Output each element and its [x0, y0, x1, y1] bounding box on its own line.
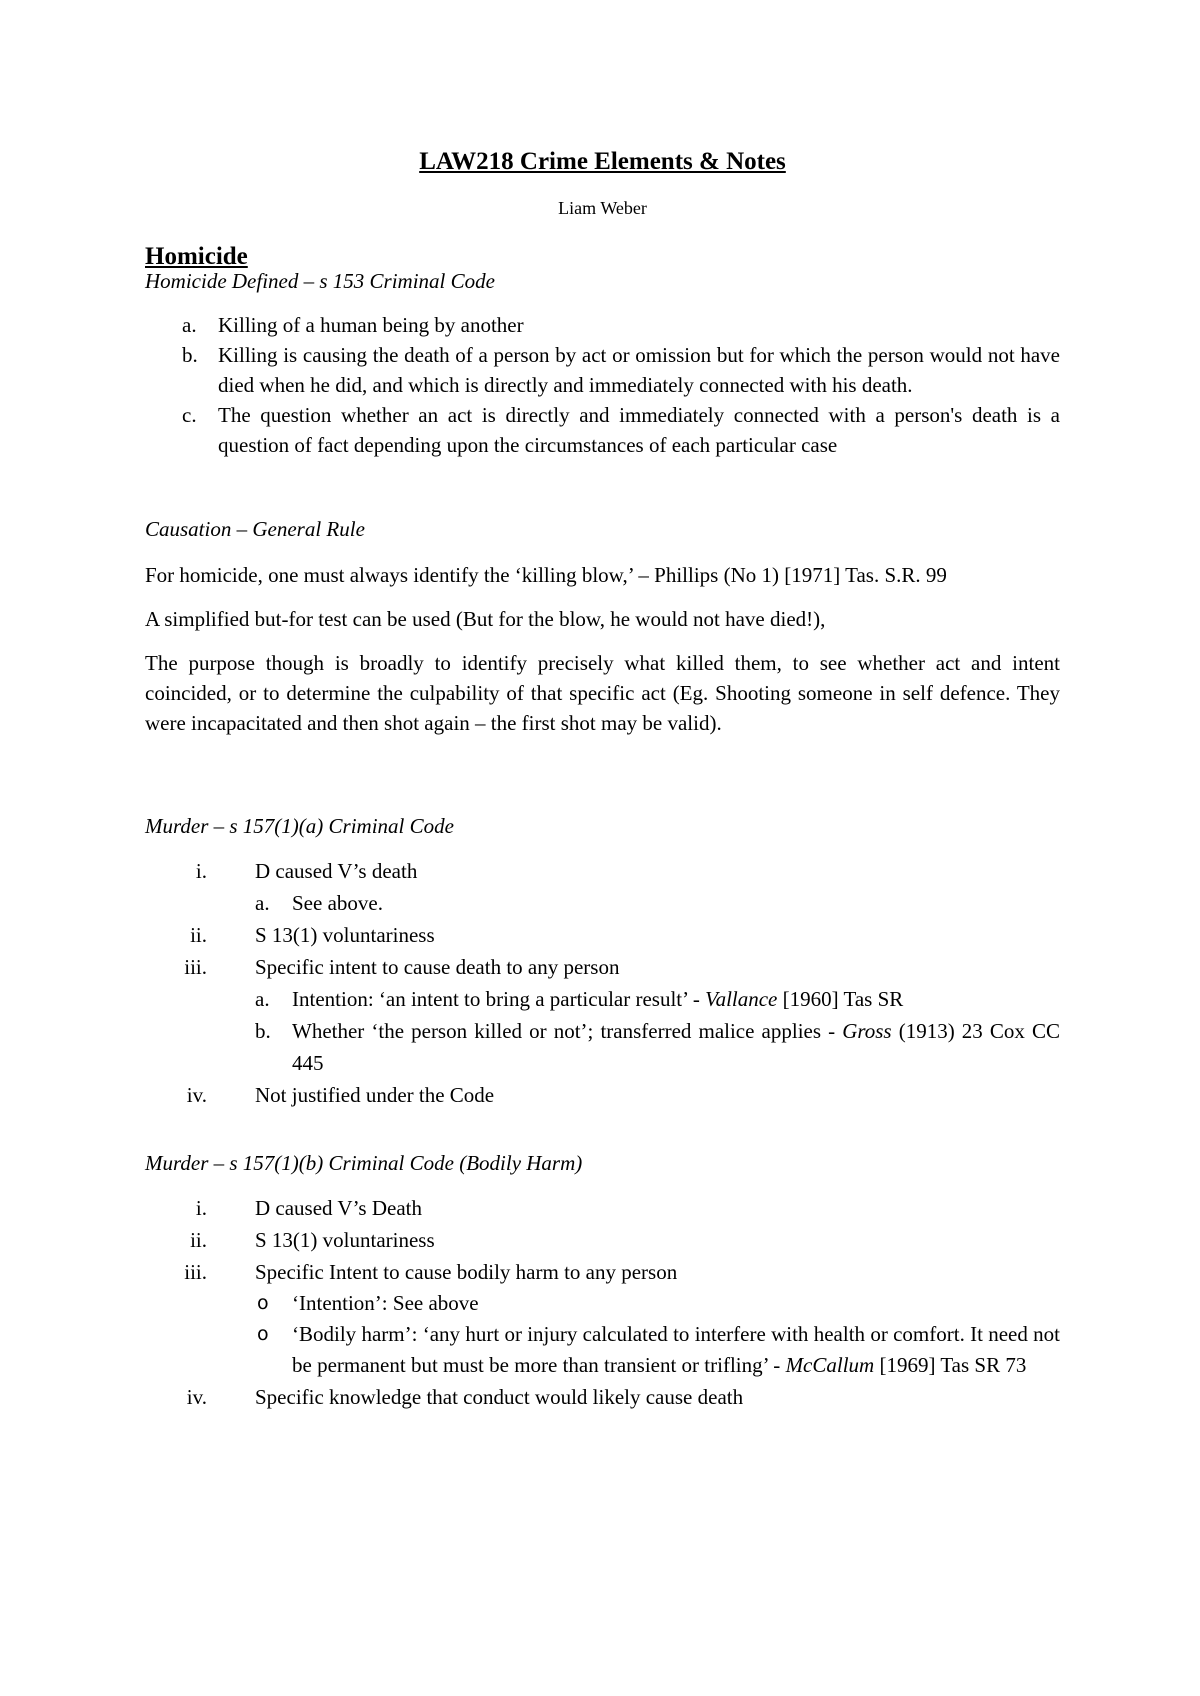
list-marker: a.: [255, 987, 270, 1011]
bullet-marker: o: [257, 1323, 269, 1345]
citation: [1960] Tas SR: [777, 987, 904, 1011]
list-item: [145, 919, 1060, 951]
section-heading-homicide: Homicide: [145, 243, 248, 270]
murder-b-list: [145, 1192, 1060, 1413]
list-item-text: Specific intent to cause death to any person: [255, 955, 620, 979]
list-marker: iii.: [184, 1260, 207, 1284]
sub-list-item: [255, 1319, 1060, 1381]
list-marker: c.: [182, 403, 197, 427]
list-item: [145, 951, 1060, 1079]
causation-block: [145, 514, 1060, 738]
list-marker: ii.: [190, 1228, 207, 1252]
murder-a-heading: Murder – s 157(1)(a) Criminal Code: [145, 814, 454, 838]
list-item-text: D caused V’s Death: [255, 1196, 422, 1220]
list-item-text: Whether ‘the person killed or not’; transferred malice applies -: [292, 1019, 843, 1043]
list-item-text: Specific knowledge that conduct would likely cause death: [255, 1385, 744, 1409]
murder-a-list: [145, 855, 1060, 1111]
sub-list-item: [255, 983, 1060, 1015]
bullet-marker: o: [257, 1292, 269, 1314]
list-item-text: D caused V’s death: [255, 859, 418, 883]
citation: [1969] Tas SR 73: [874, 1353, 1027, 1377]
list-item-text: Killing is causing the death of a person by act or omission but for which the person would not have died when he did, and which is directly and immediately connected with his death.: [218, 343, 1060, 397]
list-marker: iii.: [184, 955, 207, 979]
list-marker: b.: [255, 1019, 271, 1043]
list-marker: i.: [195, 859, 207, 883]
causation-para-3: The purpose though is broadly to identify precisely what killed them, to see whether act and intent coincided, or to determine the culpability of that specific act (Eg. Shooting someone in self defence. They were incapacitated and then shot again – the first shot may be valid).: [145, 651, 1060, 735]
list-item: [145, 340, 1060, 400]
list-item-text: ‘Intention’: See above: [292, 1291, 479, 1315]
document-title: LAW218 Crime Elements & Notes: [419, 148, 786, 175]
list-item-text: Not justified under the Code: [255, 1083, 495, 1107]
list-item: [145, 1256, 1060, 1381]
list-marker: a.: [182, 313, 197, 337]
list-marker: ii.: [190, 923, 207, 947]
murder-b-block: [145, 1148, 1060, 1413]
list-item-text: The question whether an act is directly and immediately connected with a person's death is a question of fact depending upon the circumstances of each particular case: [218, 403, 1060, 457]
homicide-defined-list: [145, 310, 1060, 460]
list-item: [145, 310, 1060, 340]
list-item-text: Specific Intent to cause bodily harm to any person: [255, 1260, 678, 1284]
list-item-text: S 13(1) voluntariness: [255, 923, 435, 947]
list-item: [145, 855, 1060, 919]
list-item-text: Killing of a human being by another: [218, 313, 524, 337]
sub-list-item: [255, 1015, 1060, 1079]
homicide-defined-block: [145, 266, 1060, 460]
sub-list: [255, 1288, 1060, 1381]
list-marker: iv.: [186, 1083, 207, 1107]
list-item-text: S 13(1) voluntariness: [255, 1228, 435, 1252]
list-item-text: Intention: ‘an intent to bring a particular result’ -: [292, 987, 706, 1011]
list-item-text: ‘Bodily harm’: ‘any hurt or injury calculated to interfere with health or comfort. It need not be permanent but must be more than transient or trifling’ -: [292, 1322, 1060, 1377]
case-name: McCallum: [785, 1353, 875, 1377]
sub-list-item: [255, 887, 1060, 919]
document-author: Liam Weber: [558, 198, 647, 218]
murder-b-heading: Murder – s 157(1)(b) Criminal Code (Bodily Harm): [145, 1151, 583, 1175]
citation: (1913) 23 Cox CC 445: [292, 1019, 1060, 1075]
causation-para-2: A simplified but-for test can be used (But for the blow, he would not have died!),: [145, 607, 826, 631]
homicide-defined-heading: Homicide Defined – s 153 Criminal Code: [145, 269, 495, 293]
causation-para-1: For homicide, one must always identify the ‘killing blow,’ – Phillips (No 1) [1971] Tas. S.R. 99: [145, 563, 947, 587]
list-item: [145, 1192, 1060, 1224]
case-name: Gross: [842, 1019, 892, 1043]
list-marker: i.: [195, 1196, 207, 1220]
list-marker: iv.: [186, 1385, 207, 1409]
murder-a-block: [145, 811, 1060, 1111]
list-item: [145, 400, 1060, 460]
list-item: [145, 1224, 1060, 1256]
list-item: [145, 1079, 1060, 1111]
list-item-text: See above.: [292, 891, 383, 915]
sub-list-item: [255, 1288, 1060, 1319]
list-item: [145, 1381, 1060, 1413]
list-marker: a.: [255, 891, 270, 915]
causation-heading: Causation – General Rule: [145, 517, 365, 541]
sub-list: [255, 887, 1060, 919]
case-name: Vallance: [705, 987, 778, 1011]
sub-list: [255, 983, 1060, 1079]
list-marker: b.: [182, 343, 198, 367]
